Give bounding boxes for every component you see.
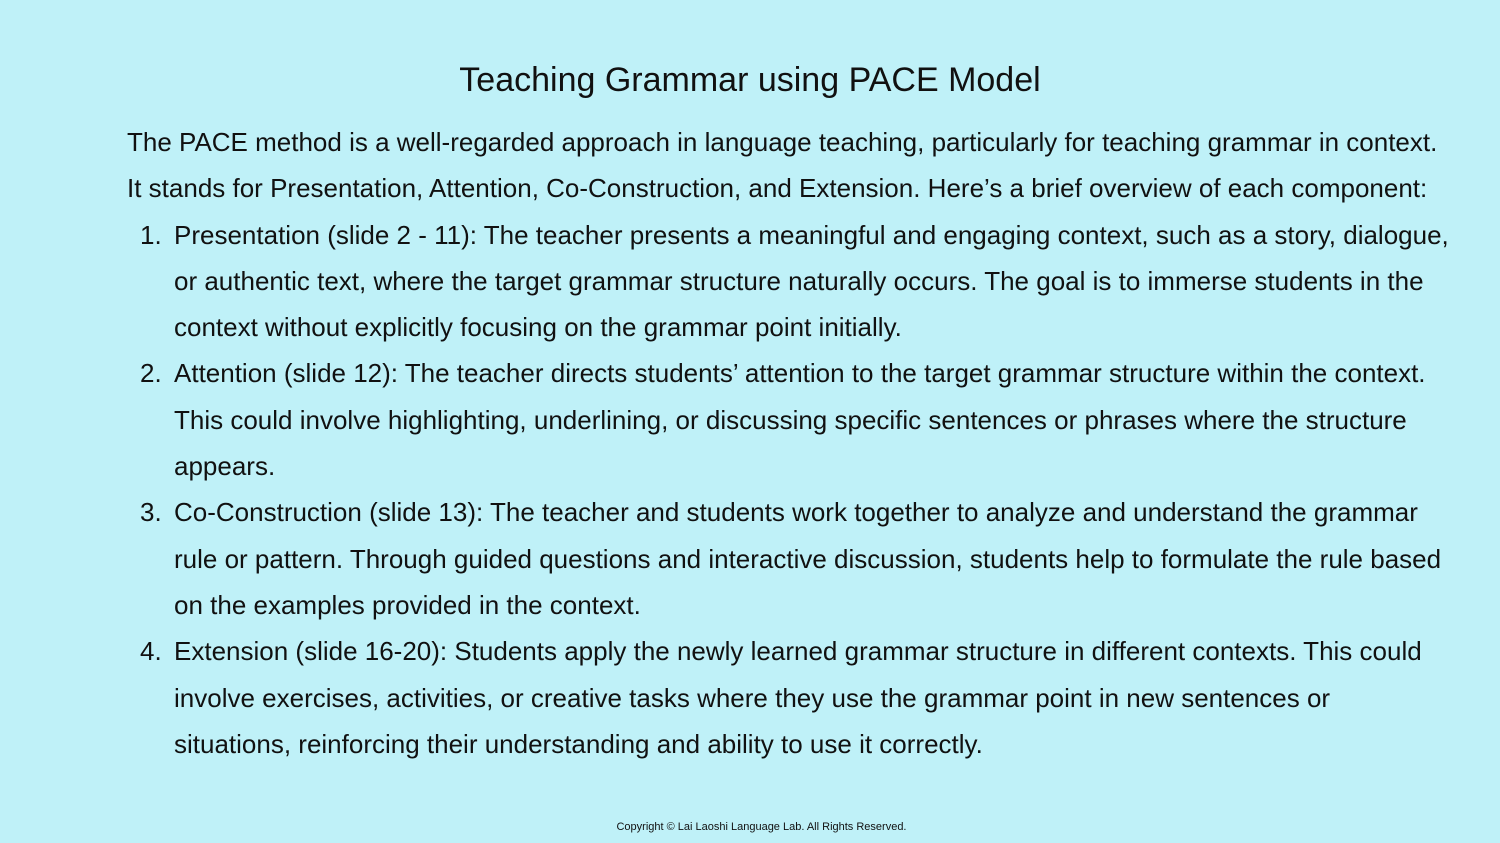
- step-number: 2.: [140, 358, 162, 389]
- step-text: Extension (slide 16-20): Students apply the newly learned grammar structure in different contexts. This could involve exercises, activities, or creative tasks where they use the grammar point in new sentences or situations, reinforcing their understanding and ability to use it correctly.: [174, 636, 1422, 759]
- step-text: Co-Construction (slide 13): The teacher and students work together to analyze and understand the grammar rule or pattern. Through guided questions and interactive discussion, students help to formulate the rule based on the examples provided in the context.: [174, 497, 1442, 620]
- copyright-notice: Copyright © Lai Laoshi Language Lab. All Rights Reserved.: [616, 821, 907, 833]
- step-co-construction: [127, 489, 1452, 628]
- step-attention: [127, 350, 1452, 489]
- step-number: 1.: [140, 219, 162, 250]
- slide-title: Teaching Grammar using PACE Model: [459, 61, 1041, 99]
- pace-steps-list: [127, 212, 1452, 768]
- intro-paragraph: The PACE method is a well-regarded approach in language teaching, particularly for teaching grammar in context. It stands for Presentation, Attention, Co-Construction, and Extension. Here’s a brief overview of each component:: [127, 127, 1438, 204]
- step-text: Presentation (slide 2 - 11): The teacher presents a meaningful and engaging context, such as a story, dialogue, or authentic text, where the target grammar structure naturally occurs. The goal is to immerse students in the context without explicitly focusing on the grammar point initially.: [174, 219, 1449, 343]
- step-number: 4.: [140, 636, 162, 667]
- step-number: 3.: [140, 497, 162, 528]
- slide-content: [127, 119, 1452, 767]
- step-text: Attention (slide 12): The teacher directs students’ attention to the target grammar structure within the context. This could involve highlighting, underlining, or discussing specific sentences or phrases where the structure appears.: [174, 358, 1426, 482]
- step-presentation: [127, 212, 1452, 351]
- step-extension: [127, 628, 1452, 767]
